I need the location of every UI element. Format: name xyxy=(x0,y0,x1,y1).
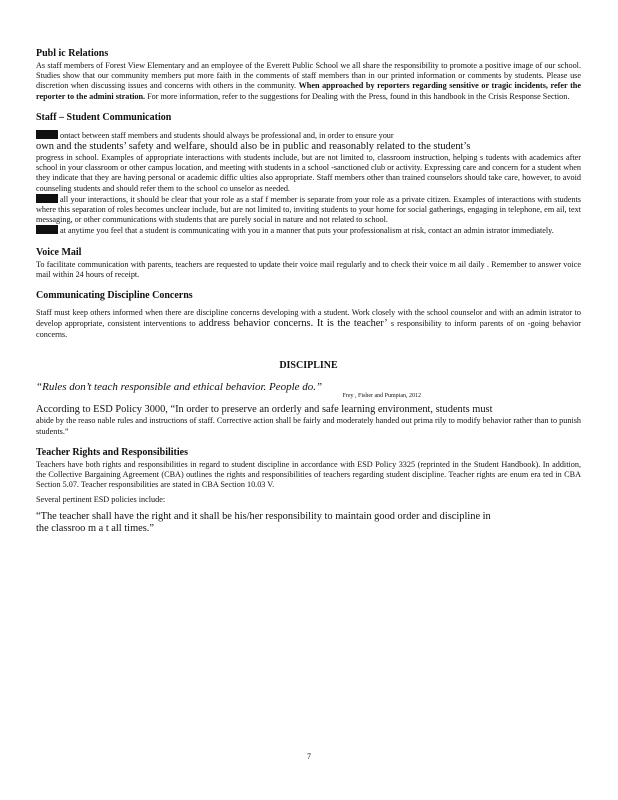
teacher-rights-paragraph: Teachers have both rights and responsibilities in regard to student discipline in accordance with ESD Policy 3325 (reprinted in the Student Handbook). In addition, the Collective Bargaining Agreement (CBA) outlines the rights and responsibilities of teachers regarding student discipline. Teacher rights are enum era ted in CBA Section 5.07. Teacher responsibilities are stated in CBA Section 10.03 V. xyxy=(36,459,581,490)
discipline-heading: DISCIPLINE xyxy=(279,360,338,372)
staff-student-paragraph-3 xyxy=(36,225,581,236)
communicating-discipline-heading: Communicating Discipline Concerns xyxy=(36,290,193,302)
redaction-block xyxy=(36,225,58,234)
policies-intro: Several pertinent ESD policies include: xyxy=(36,495,166,505)
quote-attribution: Frey , Fisher and Pumpian, 2012 xyxy=(342,393,421,400)
page-number: 7 xyxy=(307,752,311,761)
staff-student-large-line: own and the students’ safety and welfare, should also be in public and reasonably related to the student’s xyxy=(36,141,471,153)
voice-mail-paragraph: To facilitate communication with parents, teachers are requested to update their voice mail regularly and to check their voice m ail daily . Remember to answer voice mail within 24 hours of receipt. xyxy=(36,259,581,279)
policy-large-line: According to ESD Policy 3000, “In order to preserve an orderly and safe learning environment, students must xyxy=(36,404,493,416)
staff-student-text-1b: progress in school. Examples of appropriate interactions with students include, but are not limited to, classroom instruction, helping s tudents with academics after school in your classroom or other campus location, and meeting with students in a school -sanctioned club or activity. Expressing care and concern for a student when they indicate that they are having personal or academic diffic ulties also appropriate. Staff members other than trained counselors should take care, however, to avoid counseling students and should refer them to the school co unselor as needed. xyxy=(36,153,581,193)
public-relations-bold-text: When approached by reporters regarding sensitive or tragic incidents, refer the reporter to the admini stration. xyxy=(36,81,581,101)
staff-student-text-2: all your interactions, it should be clear that your role as a staf f member is separate from your role as a private citizen. Examples of interactions with students where this separation of roles becomes unclear include, but are not limited to, inviting students to your home for social gatherings, engaging in telephone, em ail, text messaging, or other communications with students that are purely social in nature and not related to school. xyxy=(36,194,581,225)
redaction-block xyxy=(36,130,58,139)
policy-text: abide by the reaso nable rules and instructions of staff. Corrective action shall be fairly and moderately handed out prima rily to modify behavior rather than to punish students.” xyxy=(36,416,581,436)
teacher-rights-heading: Teacher Rights and Responsibilities xyxy=(36,446,188,458)
staff-student-paragraph-2 xyxy=(36,194,581,226)
public-relations-paragraph xyxy=(36,61,581,102)
teacher-rights-quote-line: “The teacher shall have the right and it shall be his/her responsibility to maintain good order and discipline in xyxy=(36,510,491,522)
public-relations-text-2: For more information, refer to the suggestions for Dealing with the Press, found in this handbook in the Crisis Response Section. xyxy=(145,91,570,101)
redaction-block xyxy=(36,194,58,203)
discipline-quote: “Rules don’t teach responsible and ethical behavior. People do.” xyxy=(36,381,323,394)
communicating-discipline-text-1: Staff must keep others informed when there are discipline concerns developing with a student. Work closely with the school counselor and with an admin istrator to develop appropriate, consistent interventions to xyxy=(36,308,581,329)
public-relations-heading: Publ ic Relations xyxy=(36,48,109,59)
communicating-discipline-text-2: s responsibility to inform parents of on -going behavior concerns. xyxy=(36,319,582,340)
staff-student-text-3: at anytime you feel that a student is communicating with you in a manner that puts your professionalism at risk, contact an admin istrator immediately. xyxy=(60,226,554,236)
staff-student-heading: Staff – Student Communication xyxy=(36,111,172,123)
voice-mail-heading: Voice Mail xyxy=(36,246,82,258)
communicating-discipline-text-large: address behavior concerns. It is the teacher’ xyxy=(198,318,388,330)
teacher-rights-quote-end: the classroo m a t all times.” xyxy=(36,522,155,534)
public-relations-text-1: As staff members of Forest View Elementary and an employee of the Everett Public School we all share the responsibility to promote a positive image of our school. Studies show that our community members put more faith in the comments of staff members than in our printed information or comments by students. Please use discretion when discussing issues and concerns with others in the community. xyxy=(36,61,581,91)
staff-student-text-1a: ontact between staff members and students should always be professional and, in order to ensure your xyxy=(60,130,394,140)
document-body xyxy=(36,48,581,535)
staff-student-paragraph-1 xyxy=(36,130,581,141)
communicating-discipline-paragraph xyxy=(36,308,581,340)
